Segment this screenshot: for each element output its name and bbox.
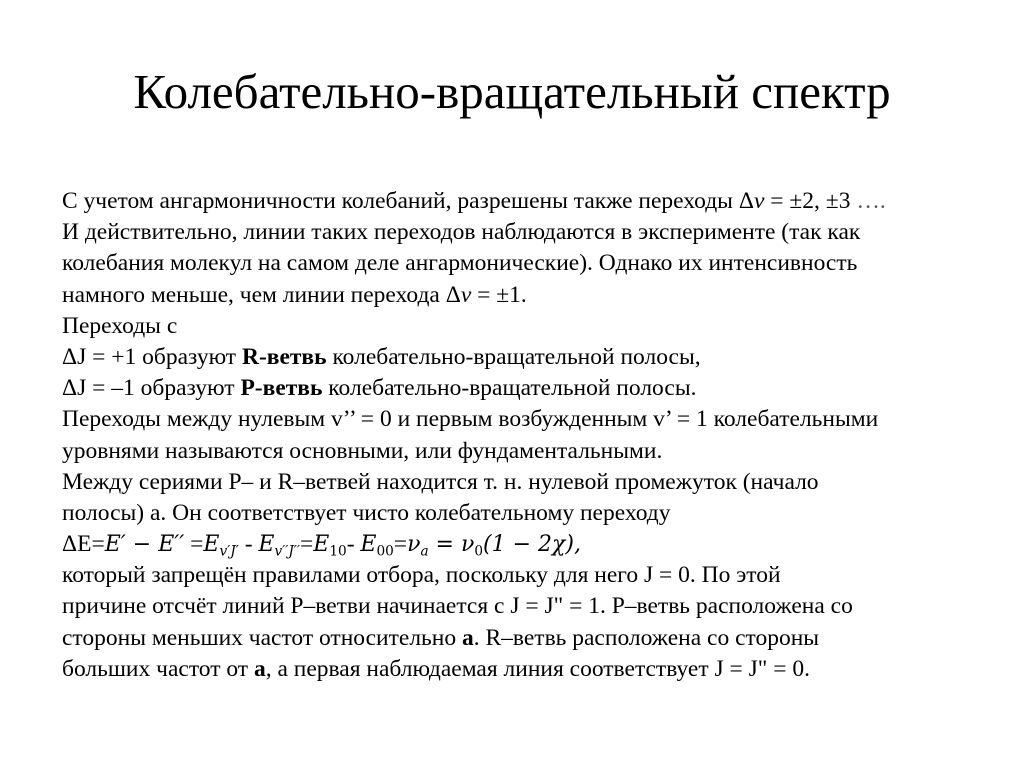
- formula-term: [460, 532, 484, 560]
- paragraph-line: И действительно, линии таких переходов наблюдаются в эксперименте (так как: [62, 219, 861, 246]
- paragraph-line: полосы) a. Он соответствует чисто колебательному переходу: [62, 499, 671, 526]
- subscript-text: J′: [230, 543, 239, 560]
- formula-eq: =: [428, 532, 461, 558]
- subscript: [219, 543, 238, 559]
- energy-symbol: E: [203, 532, 220, 558]
- text-run: ΔJ = +1 образуют: [62, 343, 242, 370]
- text-run: = ±1.: [471, 281, 527, 308]
- text-run: С учетом ангармоничности колебаний, разрешены также переходы Δ: [62, 188, 754, 214]
- subscript-text: v′′: [274, 543, 289, 560]
- formula-lhs: ΔE=: [62, 531, 105, 558]
- paragraph-line: колебания молекул на самом деле ангармонические). Однако их интенсивность: [62, 250, 858, 277]
- formula-term: [360, 532, 394, 560]
- paragraph-line: причине отсчёт линий P–ветви начинается с J = J" = 1. P–ветвь расположена со: [62, 593, 853, 620]
- paragraph-line: уровнями называются основными, или фундаментальными.: [62, 437, 663, 464]
- math-symbol: v: [753, 188, 765, 214]
- paragraph-line: Переходы с: [62, 312, 178, 339]
- formula-line: [62, 529, 982, 560]
- subscript-text: a: [420, 543, 429, 560]
- math-symbol: v: [460, 281, 472, 308]
- formula-minus: -: [238, 531, 259, 558]
- formula-minus: -: [346, 531, 361, 558]
- formula-term: [313, 532, 347, 560]
- paragraph-line: [62, 280, 982, 311]
- subscript-text: 00: [376, 543, 394, 560]
- text-run: колебательно-вращательной полосы.: [322, 375, 697, 402]
- text-run: колебательно-вращательной полосы,: [326, 343, 701, 370]
- energy-symbol: E: [258, 532, 275, 558]
- r-branch-term: R-ветвь: [241, 343, 327, 370]
- paragraph-line: [62, 654, 982, 685]
- formula-term: [258, 532, 301, 560]
- energy-symbol: E: [313, 532, 330, 558]
- text-run: . R–ветвь расположена со стороны: [473, 624, 820, 651]
- subscript-text: 0: [474, 543, 484, 560]
- ellipsis: ….: [856, 188, 886, 214]
- slide-title: Колебательно-вращательный спектр: [133, 64, 891, 119]
- paragraph-line: который запрещён правилами отбора, поскольку для него J = 0. По этой: [62, 562, 781, 589]
- formula-factor: (1 − 2χ),: [483, 532, 581, 558]
- paragraph-line: [62, 186, 982, 217]
- frequency-symbol: ν: [407, 532, 421, 558]
- formula-term: [203, 532, 239, 560]
- text-run: стороны меньших частот относительно: [62, 624, 462, 651]
- formula-energy-diff: E′ − E′′: [104, 532, 185, 558]
- p-branch-term: P-ветвь: [240, 375, 323, 402]
- subscript-text: 10: [329, 543, 347, 560]
- text-run: больших частот от: [62, 655, 254, 682]
- formula-term: [407, 532, 429, 560]
- paragraph-line: Переходы между нулевым v’’ = 0 и первым возбужденным v’ = 1 колебательными: [62, 406, 879, 433]
- paragraph-line: [62, 373, 982, 404]
- paragraph-line: Между сериями P– и R–ветвей находится т. н. нулевой промежуток (начало: [62, 468, 819, 495]
- formula-eq: =: [300, 531, 314, 558]
- slide-body: [62, 186, 982, 685]
- subscript-text: J′′: [288, 543, 301, 560]
- subscript: [274, 543, 300, 559]
- paragraph-line: [62, 342, 982, 373]
- text-run: = ±2, ±3: [764, 188, 857, 214]
- subscript-text: v′: [219, 543, 231, 560]
- text-run: , а первая наблюдаемая линия соответствует J = J" = 0.: [265, 655, 811, 682]
- formula-eq: =: [393, 531, 408, 558]
- paragraph-line: [62, 623, 982, 654]
- text-run: намного меньше, чем линии перехода Δ: [62, 281, 461, 308]
- frequency-symbol: ν: [460, 532, 475, 558]
- text-run: ΔJ = –1 образуют: [62, 375, 241, 402]
- formula-eq: =: [184, 531, 204, 558]
- point-a-term: a: [253, 655, 266, 682]
- point-a-term: a: [461, 624, 474, 651]
- energy-symbol: E: [360, 532, 377, 558]
